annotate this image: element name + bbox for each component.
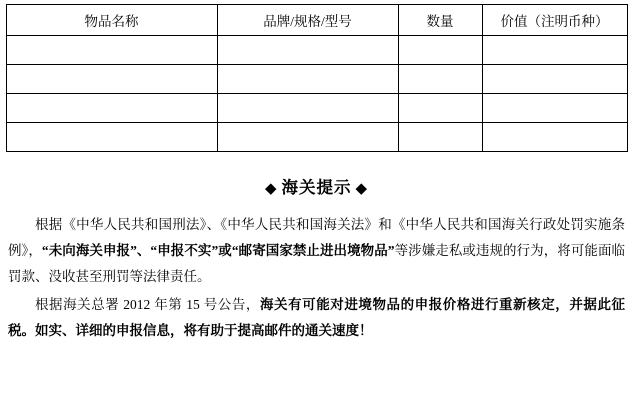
- diamond-left-icon: ◆: [264, 181, 278, 197]
- cell-value[interactable]: [482, 123, 627, 152]
- notice-p1-quoted: “未向海关申报”、“申报不实”或“邮寄国家禁止进出境物品”: [41, 243, 395, 258]
- column-header-quantity: 数量: [398, 5, 482, 36]
- cell-quantity[interactable]: [398, 65, 482, 94]
- cell-item-name[interactable]: [6, 65, 217, 94]
- cell-item-name[interactable]: [6, 123, 217, 152]
- cell-brand[interactable]: [217, 123, 398, 152]
- cell-value[interactable]: [482, 94, 627, 123]
- cell-item-name[interactable]: [6, 36, 217, 65]
- notice-paragraph-1: [8, 212, 625, 290]
- cell-value[interactable]: [482, 36, 627, 65]
- cell-brand[interactable]: [217, 36, 398, 65]
- table-header-row: [6, 5, 627, 36]
- notice-p1-text2: 等涉嫌走私或违规的行为，将可能面临罚款、没收甚至刑罚等法律责任。: [8, 243, 626, 284]
- table-row: [6, 123, 627, 152]
- column-header-brand: 品牌/规格/型号: [217, 5, 398, 36]
- notice-p2-text1: 根据海关总署 2012 年第 15 号公告，: [35, 297, 260, 312]
- document-page: [0, 4, 633, 409]
- cell-quantity[interactable]: [398, 36, 482, 65]
- notice-p1-text1: 根据《中华人民共和国刑法》、《中华人民共和国海关法》和《中华人民共和国海关行政处罚实施条例》，: [8, 217, 625, 258]
- customs-notice-block: [8, 174, 625, 344]
- table-row: [6, 36, 627, 65]
- cell-item-name[interactable]: [6, 94, 217, 123]
- cell-quantity[interactable]: [398, 123, 482, 152]
- notice-title-text: 海关提示: [281, 178, 352, 197]
- table-row: [6, 65, 627, 94]
- notice-paragraph-2: [8, 292, 625, 344]
- notice-title: [8, 174, 625, 198]
- column-header-item-name: 物品名称: [6, 5, 217, 36]
- column-header-value: 价值（注明币种）: [482, 5, 627, 36]
- table-body: [6, 36, 627, 152]
- diamond-right-icon: ◆: [355, 181, 369, 197]
- table-row: [6, 94, 627, 123]
- cell-brand[interactable]: [217, 94, 398, 123]
- goods-declaration-table: [6, 4, 628, 152]
- notice-p2-bold: 海关有可能对进境物品的申报价格进行重新核定，并据此征税。如实、详细的申报信息，将有助于提高邮件的通关速度！: [8, 297, 626, 338]
- table-header: [6, 5, 627, 36]
- cell-value[interactable]: [482, 65, 627, 94]
- cell-brand[interactable]: [217, 65, 398, 94]
- cell-quantity[interactable]: [398, 94, 482, 123]
